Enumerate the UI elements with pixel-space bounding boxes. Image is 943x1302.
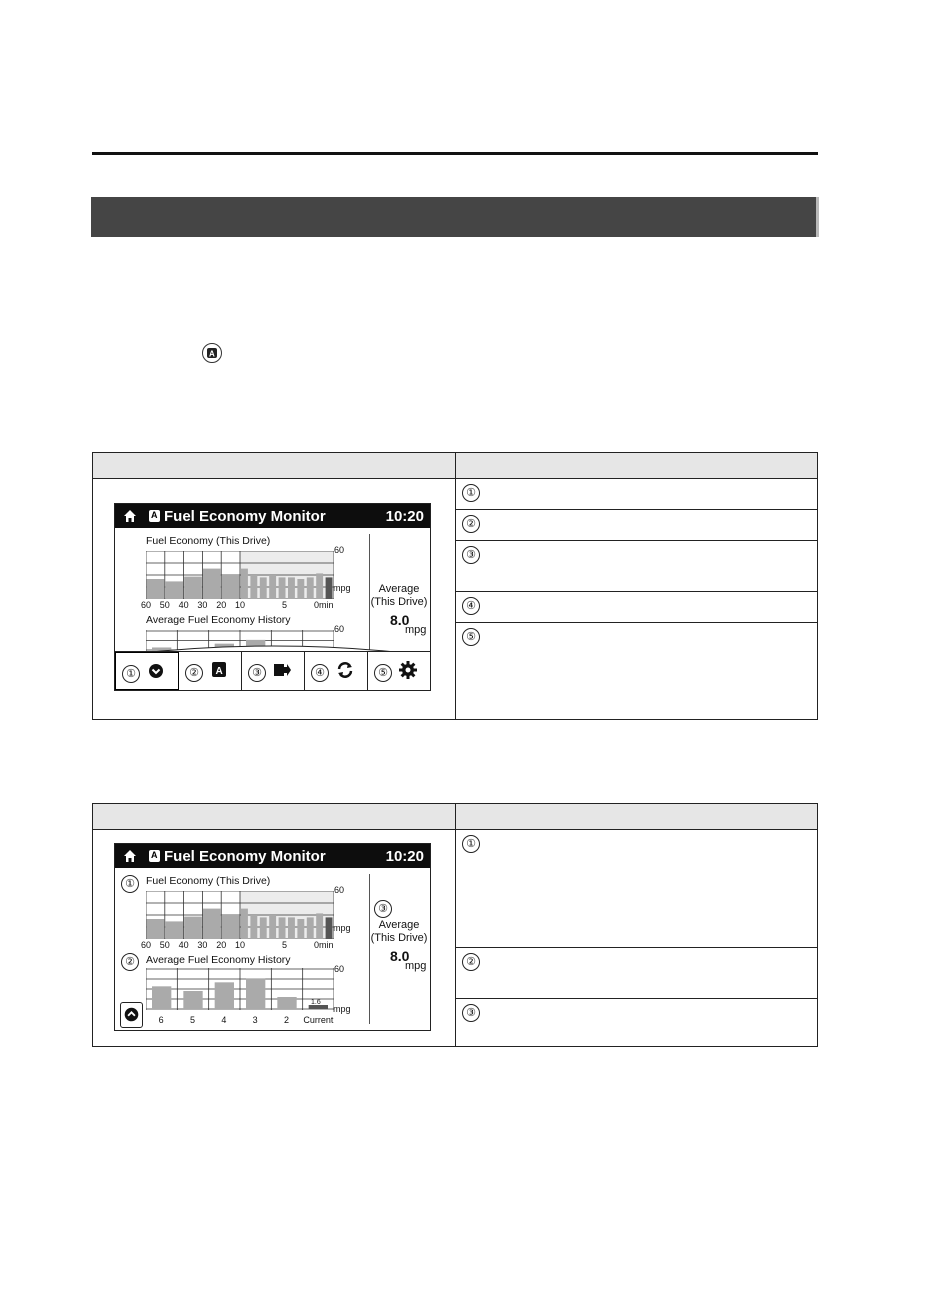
desc-number-1: ① (462, 484, 480, 502)
chart1-max: 60 (334, 545, 345, 555)
reset-button[interactable] (305, 652, 368, 690)
average-label-line2: (This Drive) (370, 596, 428, 608)
x-tick-label: 6 (158, 1015, 164, 1025)
callout-4: ④ (311, 664, 329, 682)
screen-toolbar (115, 651, 430, 690)
desc-number-4: ④ (462, 597, 480, 615)
bar (215, 982, 234, 1009)
bar (297, 579, 304, 599)
bar (326, 577, 333, 599)
average-value: 8.0 (390, 612, 410, 628)
callout-3: ③ (374, 900, 392, 918)
chevron-down-icon (146, 661, 166, 681)
x-tick-label: 30 (197, 600, 208, 610)
screen-title: Fuel Economy Monitor (164, 847, 326, 865)
chart1-unit: mpg (333, 923, 351, 933)
current-value-label: 1.6 (311, 999, 321, 1006)
svg-text:A: A (215, 666, 223, 677)
bar (288, 917, 295, 939)
table-2-image-cell (93, 830, 456, 1047)
collapse-button[interactable] (115, 652, 179, 690)
bar (260, 577, 267, 599)
x-tick-label: 10 (235, 940, 246, 950)
home-icon[interactable] (123, 849, 137, 863)
table-2-header (93, 804, 817, 830)
bar (246, 978, 265, 1009)
eco-mode-inline-icon (202, 343, 222, 363)
chart1-title: Fuel Economy (This Drive) (146, 535, 271, 547)
bar (184, 917, 202, 939)
bar (307, 577, 314, 599)
average-unit: mpg (405, 624, 427, 636)
bar (241, 909, 248, 939)
x-tick-label: 60 (141, 600, 152, 610)
chart1-title: Fuel Economy (This Drive) (146, 875, 271, 887)
callout-1: ① (122, 665, 140, 683)
bar (288, 577, 295, 599)
x-tick-label: 5 (282, 600, 288, 610)
bar (222, 915, 240, 939)
bar (165, 921, 183, 939)
average-value: 8.0 (390, 948, 410, 964)
desc-row-5 (456, 623, 817, 720)
screen-title: Fuel Economy Monitor (164, 507, 326, 525)
bar (250, 575, 257, 599)
bar (279, 577, 286, 599)
callout-1: ① (121, 875, 139, 893)
bar (241, 569, 248, 599)
bar (203, 569, 221, 599)
export-button[interactable] (242, 652, 305, 690)
average-label (369, 583, 429, 609)
expand-button[interactable] (120, 1002, 143, 1028)
x-tick-label: 60 (141, 940, 152, 950)
x-tick-label: 0min (314, 940, 334, 950)
desc-row-1 (456, 479, 817, 510)
desc-row-2 (456, 948, 817, 999)
desc-row-2 (456, 510, 817, 541)
chart2-max: 60 (334, 964, 345, 974)
desc-row-4 (456, 592, 817, 623)
x-tick-label: 50 (159, 940, 170, 950)
x-tick-label: 3 (252, 1015, 258, 1025)
bar (260, 917, 267, 939)
x-tick-label: Current (303, 1015, 334, 1025)
desc-number-2: ② (462, 515, 480, 533)
desc-row-3 (456, 999, 817, 1047)
callout-2: ② (185, 664, 203, 682)
export-icon (272, 660, 292, 680)
chart2-max: 60 (334, 624, 345, 634)
svg-text:A: A (209, 349, 215, 359)
chart2-plot (146, 968, 334, 1010)
settings-button[interactable] (368, 652, 430, 690)
bar (297, 919, 304, 939)
table-1-desc-column (456, 479, 817, 720)
x-tick-label: 50 (159, 600, 170, 610)
screen-2 (114, 843, 431, 1031)
desc-row-3 (456, 541, 817, 592)
bar (222, 575, 240, 599)
x-tick-label: 10 (235, 600, 246, 610)
x-tick-label: 5 (190, 1015, 196, 1025)
eco-mode-icon (209, 660, 229, 680)
bar (269, 915, 276, 939)
clock: 10:20 (385, 847, 424, 865)
chart1-max: 60 (334, 885, 345, 895)
average-label-line1: Average (378, 919, 420, 931)
home-icon[interactable] (123, 509, 137, 523)
chart1-unit: mpg (333, 583, 351, 593)
eco-mode-button[interactable] (179, 652, 242, 690)
callout-5: ⑤ (374, 664, 392, 682)
average-unit: mpg (405, 960, 427, 972)
average-label (369, 919, 429, 945)
desc-number-3: ③ (462, 546, 480, 564)
x-tick-label: 20 (216, 600, 227, 610)
average-label-line2: (This Drive) (370, 932, 428, 944)
bar (165, 581, 183, 599)
callout-3: ③ (248, 664, 266, 682)
bar (250, 915, 257, 939)
table-1 (92, 452, 818, 720)
bar (277, 997, 296, 1009)
x-tick-label: 0min (314, 600, 334, 610)
chart1-plot (146, 891, 334, 939)
desc-number-5: ⑤ (462, 628, 480, 646)
bar (316, 573, 323, 599)
bar (152, 986, 171, 1009)
average-label-line1: Average (378, 583, 420, 595)
reset-icon (335, 660, 355, 680)
table-2 (92, 803, 818, 1047)
x-tick-label: 20 (216, 940, 227, 950)
top-rule (92, 152, 818, 155)
bar (269, 575, 276, 599)
screen-1 (114, 503, 431, 691)
chart2-unit: mpg (333, 1004, 351, 1014)
desc-number-2: ② (462, 953, 480, 971)
screen-titlebar (115, 844, 430, 868)
bar (279, 917, 286, 939)
x-tick-label: 2 (284, 1015, 290, 1025)
desc-number-1: ① (462, 835, 480, 853)
callout-2: ② (121, 953, 139, 971)
bar (326, 917, 333, 939)
table-1-image-cell (93, 479, 456, 720)
desc-row-1 (456, 830, 817, 948)
bar (184, 577, 202, 599)
x-tick-label: 40 (178, 940, 189, 950)
chart1-plot (146, 551, 334, 599)
bar (147, 919, 165, 939)
gear-icon (398, 660, 418, 680)
table-1-header (93, 453, 817, 479)
chevron-up-icon (123, 1006, 140, 1023)
panel-divider (369, 874, 370, 1024)
bar (147, 579, 165, 599)
bar (316, 913, 323, 939)
screen-titlebar (115, 504, 430, 528)
eco-mode-icon (149, 850, 160, 862)
bar (203, 909, 221, 939)
chart2-title: Average Fuel Economy History (146, 954, 291, 966)
clock: 10:20 (385, 507, 424, 525)
x-tick-label: 40 (178, 600, 189, 610)
chart2-title: Average Fuel Economy History (146, 614, 291, 626)
bar (183, 991, 202, 1009)
table-2-desc-column (456, 830, 817, 1047)
x-tick-label: 5 (282, 940, 288, 950)
section-header-bar (91, 197, 819, 237)
x-tick-label: 4 (221, 1015, 227, 1025)
eco-mode-icon (149, 510, 160, 522)
x-tick-label: 30 (197, 940, 208, 950)
bar (307, 917, 314, 939)
desc-number-3: ③ (462, 1004, 480, 1022)
